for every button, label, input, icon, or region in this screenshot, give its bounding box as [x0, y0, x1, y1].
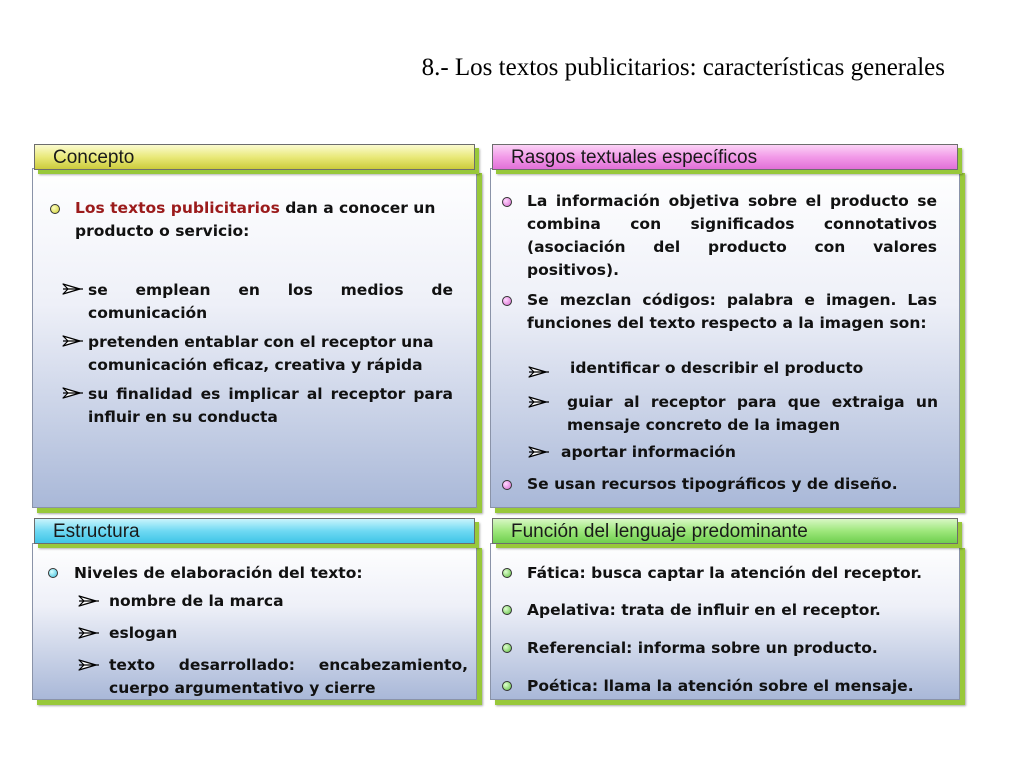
rasgos-subitem: identificar o describir el producto	[570, 359, 864, 377]
concepto-header: Concepto	[34, 144, 475, 170]
circle-bullet-icon	[502, 197, 512, 207]
estructura-item: nombre de la marca	[109, 592, 284, 610]
estructura-item: texto desarrollado: encabezamiento, cuerpo argumentativo y cierre	[109, 656, 468, 697]
concepto-lead	[75, 197, 455, 243]
circle-bullet-icon	[50, 204, 60, 214]
circle-bullet-icon	[502, 568, 512, 578]
rasgos-header: Rasgos textuales específicos	[492, 144, 958, 170]
circle-bullet-icon	[502, 643, 512, 653]
estructura-item: eslogan	[109, 624, 178, 642]
arrow-bullet-icon	[528, 396, 550, 408]
arrow-bullet-icon	[62, 283, 84, 295]
arrow-bullet-icon	[78, 627, 100, 639]
rasgos-paragraph-2: Se mezclan códigos: palabra e imagen. Las funciones del texto respecto a la imagen son:	[527, 291, 937, 332]
circle-bullet-icon	[502, 296, 512, 306]
concepto-item: su finalidad es implicar al receptor para influir en su conducta	[88, 385, 453, 426]
arrow-bullet-icon	[528, 366, 550, 378]
estructura-header: Estructura	[34, 518, 475, 544]
circle-bullet-icon	[502, 681, 512, 691]
funcion-item: Poética: llama la atención sobre el mensaje.	[527, 677, 914, 695]
rasgos-paragraph-3: Se usan recursos tipográficos y de diseño.	[527, 475, 898, 493]
concepto-item: pretenden entablar con el receptor una comunicación eficaz, creativa y rápida	[88, 333, 434, 374]
concepto-lead-highlight: Los textos publicitarios	[75, 199, 280, 217]
circle-bullet-icon	[48, 568, 58, 578]
rasgos-subitem: guiar al receptor para que extraiga un mensaje concreto de la imagen	[567, 393, 938, 434]
arrow-bullet-icon	[528, 446, 550, 458]
arrow-bullet-icon	[78, 659, 100, 671]
estructura-lead: Niveles de elaboración del texto:	[74, 564, 363, 582]
rasgos-paragraph-1: La información objetiva sobre el producto se combina con significados connotativos (asociación del producto con valores positivos).	[527, 192, 937, 279]
slide-title: 8.- Los textos publicitarios: características generales	[421, 54, 945, 81]
circle-bullet-icon	[502, 480, 512, 490]
arrow-bullet-icon	[78, 595, 100, 607]
funcion-item: Fática: busca captar la atención del receptor.	[527, 564, 922, 582]
concepto-item: se emplean en los medios de comunicación	[88, 281, 453, 322]
rasgos-subitem: aportar información	[561, 443, 736, 461]
arrow-bullet-icon	[62, 335, 84, 347]
funcion-item: Apelativa: trata de influir en el receptor.	[527, 601, 881, 619]
funcion-item: Referencial: informa sobre un producto.	[527, 639, 878, 657]
arrow-bullet-icon	[62, 387, 84, 399]
funcion-header: Función del lenguaje predominante	[492, 518, 958, 544]
concepto-lead-rest: dan a conocer un producto o servicio:	[75, 199, 436, 240]
circle-bullet-icon	[502, 605, 512, 615]
